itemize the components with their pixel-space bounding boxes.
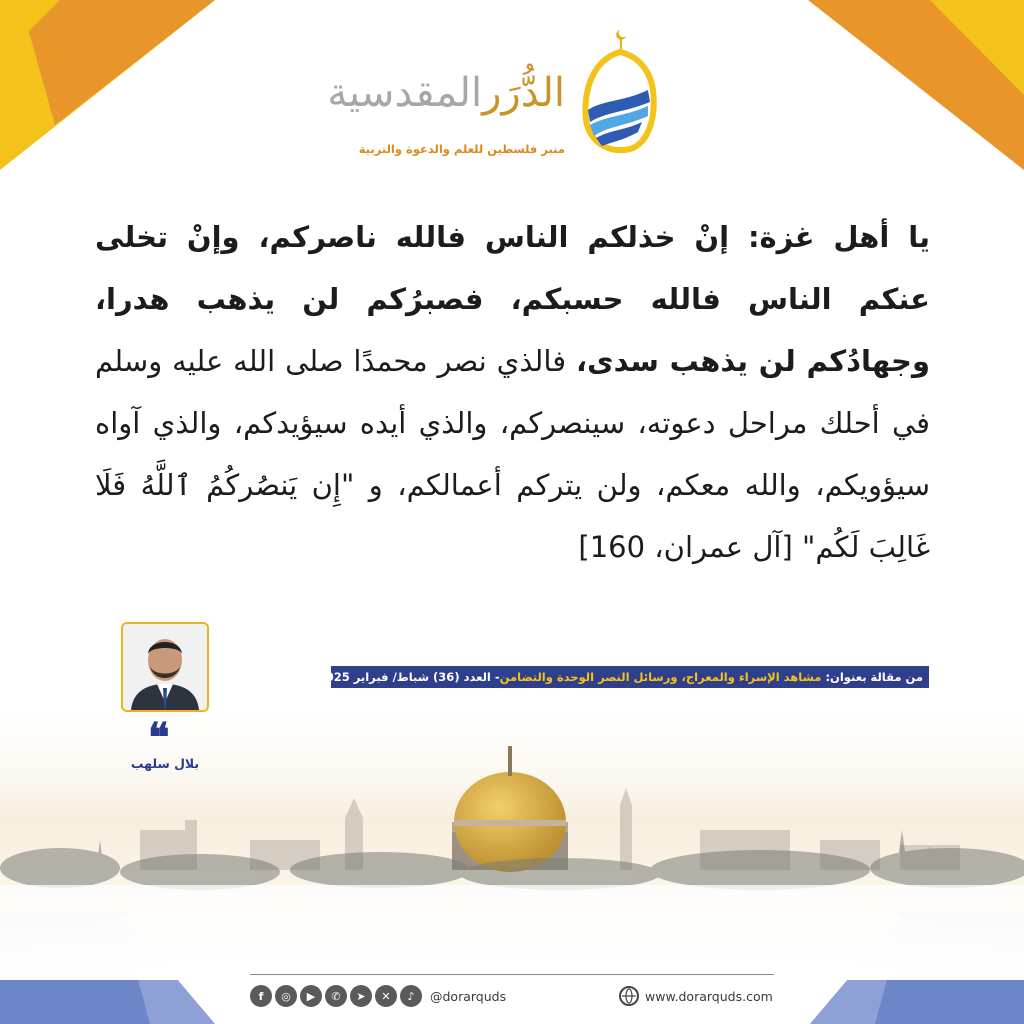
website-link[interactable] <box>619 984 773 1008</box>
quote-bold-part: يا أهل غزة: إنْ خذلكم الناس فالله ناصركم، وإنْ تخلى عنكم الناس فالله حسبكم، فصبرُكم لن يذهب هدرا، وجهادُكم لن يذهب سدى، <box>95 220 930 378</box>
author-name: بلال سلهب <box>130 756 200 771</box>
youtube-icon[interactable]: ▶ <box>300 985 322 1007</box>
quote-text <box>95 206 930 578</box>
source-article-title: مشاهد الإسراء والمعراج، ورسائل النصر الوحدة والتضامن <box>499 670 822 684</box>
source-prefix: من مقالة بعنوان: <box>825 670 923 684</box>
globe-icon <box>619 986 639 1006</box>
social-handle[interactable]: @dorarquds <box>430 988 507 1004</box>
twitter-icon[interactable]: ✕ <box>375 985 397 1007</box>
source-bar <box>309 666 929 688</box>
footer-divider <box>250 974 774 975</box>
logo-emblem-icon <box>578 30 658 160</box>
tiktok-icon[interactable]: ♪ <box>400 985 422 1007</box>
logo-title: الدُّرَرالمقدسية <box>327 70 565 116</box>
quote-mark-icon: ❝ <box>148 714 170 761</box>
source-issue: - العدد (36) شباط/ فبراير 2025م <box>309 670 500 684</box>
facebook-icon[interactable]: f <box>250 985 272 1007</box>
whatsapp-icon[interactable]: ✆ <box>325 985 347 1007</box>
quote-regular-part: فالذي نصر محمدًا صلى الله عليه وسلم في أحلك مراحل دعوته، سينصركم، والذي أيده سيؤيدكم، والذي آواه سيؤويكم، والله معكم، ولن يتركم أعمالكم، و "إِن يَنصُركُمُ ٱللَّهُ فَلَا غَالِبَ لَكُم" [آل عمران، 160] <box>95 344 930 564</box>
social-links <box>250 984 506 1008</box>
dorar-logo <box>327 30 670 170</box>
telegram-icon[interactable]: ➤ <box>350 985 372 1007</box>
instagram-icon[interactable]: ◎ <box>275 985 297 1007</box>
website-url: www.dorarquds.com <box>645 988 773 1004</box>
author-photo <box>121 622 209 712</box>
logo-subtitle: منبر فلسطين للعلم والدعوة والتربية <box>358 142 565 156</box>
